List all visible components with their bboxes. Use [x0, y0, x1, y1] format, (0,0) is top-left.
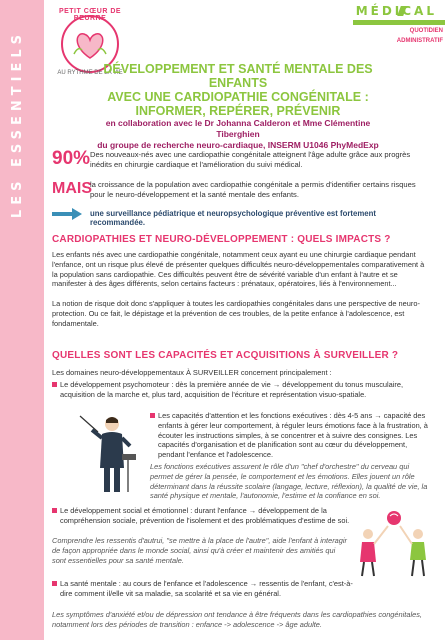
- bullet-sante-mentale: La santé mentale : au cours de l'enfance et l'adolescence → ressentis de l'enfant, c'est-à-dire comment il/elle vit sa maladie, sa scolarité et sa vie en général.: [60, 579, 353, 598]
- sub-tag-quotidien: QUOTIDIEN: [409, 28, 443, 34]
- arrow-statement: [52, 206, 432, 227]
- children-playing-illustration-icon: [354, 508, 434, 578]
- section-heading-impacts: CARDIOPATHIES ET NEURO-DÉVELOPPEMENT : QUELS IMPACTS ?: [52, 234, 391, 245]
- sub-tag-administratif: ADMINISTRATIF: [396, 38, 443, 44]
- bullet-marker: [52, 382, 57, 387]
- bullet-marker: [52, 581, 57, 586]
- stat-big-value: 90%: [52, 148, 91, 169]
- section2-intro: Les domaines neuro-développementaux À SURVEILLER concernent principalement :: [52, 368, 332, 377]
- section-heading-capacites: QUELLES SONT LES CAPACITÉS ET ACQUISITIONS À SURVEILLER ?: [52, 350, 399, 361]
- stat-90: [52, 148, 432, 174]
- category-tag: MÉDICAL: [355, 4, 437, 18]
- stat-text: Des nouveaux-nés avec une cardiopathie congénitale atteignent l'âge adulte grâce aux progrès inédits en chirurgie cardiaque et l'amélioration du suivi médical.: [90, 150, 411, 169]
- attention-note: Les fonctions exécutives assurent le rôle d'un "chef d'orchestre" du cerveau qui permet de gérer la pensée, le comportement et les émotions. Elles jouent un rôle déterminant dans la réussite scolaire (langage, lecture, réflexion), la qualité de vie, la santé physique et mentale, l'autonomie, l'estime et la confiance en soi.: [150, 462, 428, 501]
- page-title: DÉVELOPPEMENT ET SANTÉ MENTALE DES ENFANTS AVEC UNE CARDIOPATHIE CONGÉNITALE : INFORMER, REPÉRER, PRÉVENIR: [103, 62, 373, 118]
- bullet-marker: [52, 508, 57, 513]
- sidebar-label: LES ESSENTIELS: [10, 30, 25, 219]
- sante-mentale-note: Les symptômes d'anxiété et/ou de dépression ont tendance à être fréquents dans les cardiopathies congénitales, notamment lors des périodes de transition : enfance -> adolescence -> âge adulte.: [52, 610, 422, 629]
- stat-text: la croissance de la population avec cardiopathie congénitale a permis d'identifier certains risques pour le neuro-développement et la santé mentale des enfants.: [90, 180, 416, 199]
- social-note: Comprendre les ressentis d'autrui, "se mettre à la place de l'autre", aide l'enfant à interagir de façon appropriée dans le monde social, ainsi qu'à créer et maintenir des amitiés qui sont essentielles pour sa santé mentale.: [52, 536, 347, 565]
- bullet-attention: Les capacités d'attention et les fonctions exécutives : dès 4-5 ans → capacité des enfants à gérer leur comportement, à réguler leurs émotions face à la frustration, à écouter les instructions simples, à se concentrer et à suivre des consignes. Les capacités d'organisation et de planification sont au cœur du développement, pendant l'enfance et l'adolescence.: [158, 411, 428, 460]
- logo-top-text: PETIT CŒUR DE BEURRE: [58, 8, 122, 22]
- bullet-psychomoteur: Le développement psychomoteur : dès la première année de vie → développement du tonus musculaire, acquisition de la marche et, plus tard, acquisition de l'écriture et représentation visuo-spatiale.: [60, 380, 404, 399]
- category-bar: [353, 20, 445, 25]
- sidebar-band: [0, 0, 44, 640]
- arrow-statement-text: une surveillance pédiatrique et neuropsychologique préventive est fortement recommandée.: [90, 209, 376, 227]
- bullet-marker: [150, 413, 155, 418]
- logo-bottom-text: AU RYTHME DE LA VIE: [57, 70, 123, 76]
- section1-paragraph-2: La notion de risque doit donc s'appliquer à toutes les cardiopathies congénitales dans une perspective de neuro-protection. Ou ce fait, le dépistage et la prévention de ces troubles, de la petite enfance à l'adolescence, est fondamentale.: [52, 299, 420, 328]
- conductor-illustration-icon: [72, 410, 142, 496]
- arrow-right-icon: [52, 208, 82, 220]
- collaboration-credit: en collaboration avec le Dr Johanna Calderon et Mme Clémentine Tiberghien du groupe de recherche neuro-cardiaque, INSERM U1046 PhyMedExp: [97, 118, 379, 150]
- bullet-social: Le développement social et émotionnel : durant l'enfance → développement de la compréhension sociale, prévention de l'isolement et des problématiques d'estime de soi.: [60, 506, 350, 525]
- stat-mais: [52, 178, 432, 204]
- section1-paragraph-1: Les enfants nés avec une cardiopathie congénitale, notamment ceux ayant eu une chirurgie cardiaque pendant l'enfance, ont un risque plus élevé de présenter quelques difficultés neuro-développementales comparativement à la population sans cardiopathie. Ces difficultés peuvent être de sévérité variable d'un enfant à l'autre et se manifester à des âges différents, selon certains facteurs : prénataux, opératoires, liés à l'environnement...: [52, 250, 425, 289]
- stat-big-value: MAIS: [52, 180, 92, 197]
